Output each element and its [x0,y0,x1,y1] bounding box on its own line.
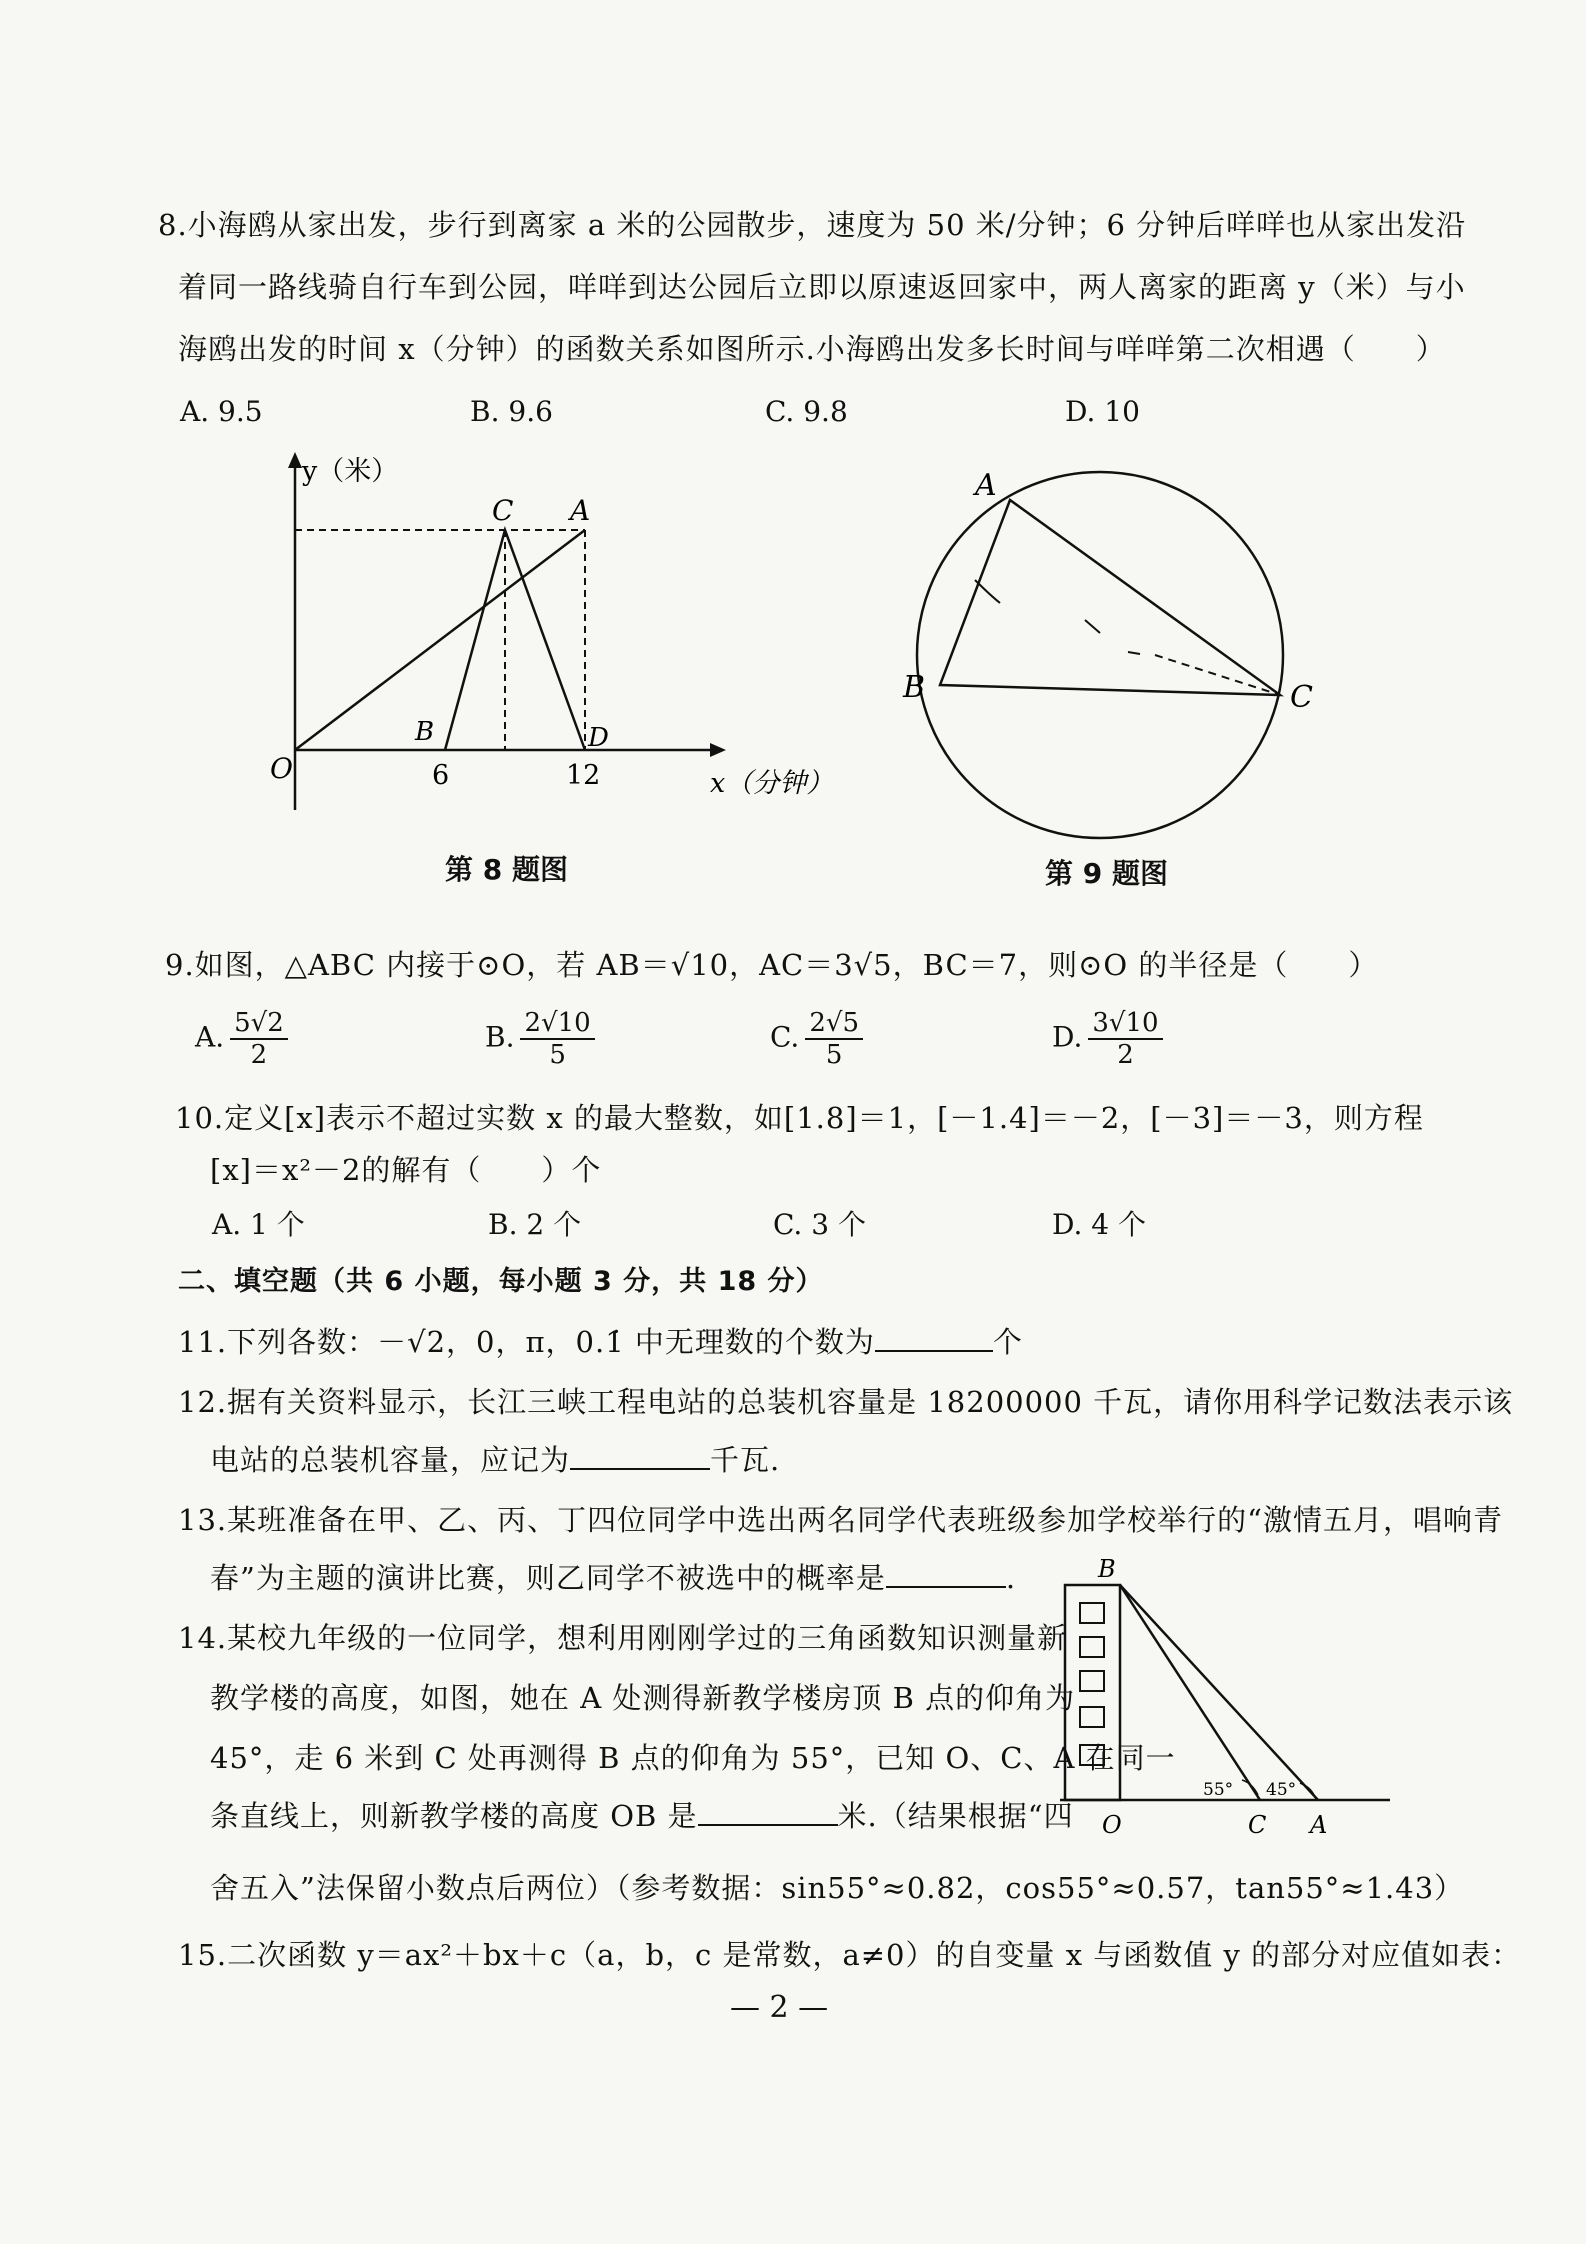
q11-text-before: 11.下列各数：－√2，0，π，0.1̇ 中无理数的个数为 [178,1325,875,1359]
q11-text [178,1322,1023,1362]
q14-text-line4 [210,1796,1074,1836]
q10-option-c: C. 3 个 [773,1208,866,1241]
section2-heading: 二、填空题（共 6 小题，每小题 3 分，共 18 分） [178,1266,824,1297]
q10-option-b: B. 2 个 [488,1208,582,1241]
q9-option-b [485,1008,595,1070]
q8-text-line2: 着同一路线骑自行车到公园，咩咩到达公园后立即以原速返回家中，两人离家的距离 y（米）与小 [178,270,1466,304]
q12-text-after: 千瓦. [710,1443,781,1477]
q9-point-a: A [975,468,997,503]
q14-point-c: C [1248,1811,1267,1839]
q8-x-axis-label: x（分钟） [710,768,834,799]
q14-text-line3: 45°，走 6 米到 C 处再测得 B 点的仰角为 55°，已知 O、C、A 在同一 [210,1741,1176,1775]
q14-text-line5: 舍五入”法保留小数点后两位）（参考数据：sin55°≈0.82，cos55°≈0.57，tan55°≈1.43） [210,1871,1465,1905]
q10-text-line1: 10.定义[x]表示不超过实数 x 的最大整数，如[1.8]＝1，[－1.4]＝－2，[－3]＝－3，则方程 [175,1101,1424,1135]
q9-option-d-numerator: 3√10 [1088,1008,1162,1040]
q9-option-b-fraction [520,1008,594,1070]
q9-option-d-label: D. [1052,1020,1083,1054]
q15-text-line1: 15.二次函数 y＝ax²＋bx＋c（a，b，c 是常数，a≠0）的自变量 x 与函数值 y 的部分对应值如表： [178,1938,1522,1972]
q9-option-c-label: C. [770,1020,800,1054]
q9-option-b-label: B. [485,1020,515,1054]
q10-option-a: A. 1 个 [212,1208,305,1241]
q9-option-b-numerator: 2√10 [520,1008,594,1040]
q8-option-d: D. 10 [1065,395,1140,428]
q14-building-figure [1060,1555,1390,1845]
q13-text-line1: 13.某班准备在甲、乙、丙、丁四位同学中选出两名同学代表班级参加学校举行的“激情五月，唱响青 [178,1503,1503,1537]
q10-option-d: D. 4 个 [1052,1208,1146,1241]
q9-option-b-denominator: 5 [549,1040,566,1070]
q8-option-a: A. 9.5 [180,395,263,428]
q8-text-line1: 8.小海鸥从家出发，步行到离家 a 米的公园散步，速度为 50 米/分钟；6 分钟后咩咩也从家出发沿 [158,208,1467,242]
q14-text-before: 条直线上，则新教学楼的高度 OB 是 [210,1799,698,1833]
q8-point-d: D [588,723,609,753]
q8-y-axis-label: y（米） [302,456,399,487]
q9-figure-caption: 第 9 题图 [1045,857,1168,890]
q8-origin-label: O [270,752,293,785]
q9-option-c-denominator: 5 [825,1040,843,1070]
q12-text-before: 电站的总装机容量，应记为 [210,1443,571,1477]
q9-circle-figure [900,455,1320,855]
q9-option-a-denominator: 2 [250,1040,268,1070]
q8-point-a: A [570,494,591,527]
q9-option-c [770,1008,863,1070]
q9-option-d-fraction [1088,1008,1162,1070]
q9-option-a [195,1008,288,1070]
q9-point-c: C [1290,680,1313,715]
q8-point-b: B [415,717,435,747]
page-number: — 2 — [730,1990,829,2025]
q14-text-line1: 14.某校九年级的一位同学，想利用刚刚学过的三角函数知识测量新 [178,1621,1068,1655]
q9-option-c-numerator: 2√5 [805,1008,863,1040]
q9-option-a-numerator: 5√2 [230,1008,288,1040]
q8-text-line3: 海鸥出发的时间 x（分钟）的函数关系如图所示.小海鸥出发多长时间与咩咩第二次相遇（ ） [178,332,1446,366]
q8-figure-caption: 第 8 题图 [445,853,568,886]
q8-tick-12: 12 [566,760,601,791]
q8-function-graph [220,450,834,810]
q14-point-o: O [1102,1811,1122,1839]
q14-answer-blank[interactable] [698,1796,838,1826]
q10-text-line2: [x]＝x²－2的解有（ ）个 [210,1153,602,1187]
q14-angle-45: 45° [1266,1780,1297,1800]
q8-option-b: B. 9.6 [470,395,553,428]
q14-text-after: 米.（结果根据“四 [837,1799,1074,1833]
q11-text-after: 个 [992,1325,1023,1359]
q13-answer-blank[interactable] [886,1558,1006,1588]
q8-option-c: C. 9.8 [765,395,848,428]
q12-answer-blank[interactable] [570,1440,710,1470]
q8-point-c: C [492,494,514,527]
q13-text-before: 春”为主题的演讲比赛，则乙同学不被选中的概率是 [210,1561,886,1595]
q8-tick-6: 6 [432,760,450,791]
q9-option-a-label: A. [195,1020,225,1054]
q13-text-after: . [1005,1561,1017,1595]
q9-option-d-denominator: 2 [1117,1040,1134,1070]
q12-text-line2 [210,1440,780,1480]
q14-point-b: B [1098,1555,1116,1583]
q14-text-line2: 教学楼的高度，如图，她在 A 处测得新教学楼房顶 B 点的仰角为 [210,1681,1076,1715]
q9-option-c-fraction [805,1008,863,1070]
q11-answer-blank[interactable] [875,1322,993,1352]
q14-point-a: A [1310,1811,1328,1839]
q14-angle-55: 55° [1203,1780,1234,1800]
q9-option-a-fraction [230,1008,288,1070]
q9-text-line1: 9.如图，△ABC 内接于⊙O，若 AB＝√10，AC＝3√5，BC＝7，则⊙O 的半径是（ ） [165,948,1379,982]
q12-text-line1: 12.据有关资料显示，长江三峡工程电站的总装机容量是 18200000 千瓦，请你用科学记数法表示该 [178,1385,1514,1419]
q13-text-line2 [210,1558,1016,1598]
q9-point-b: B [903,670,926,705]
q9-option-d [1052,1008,1163,1070]
